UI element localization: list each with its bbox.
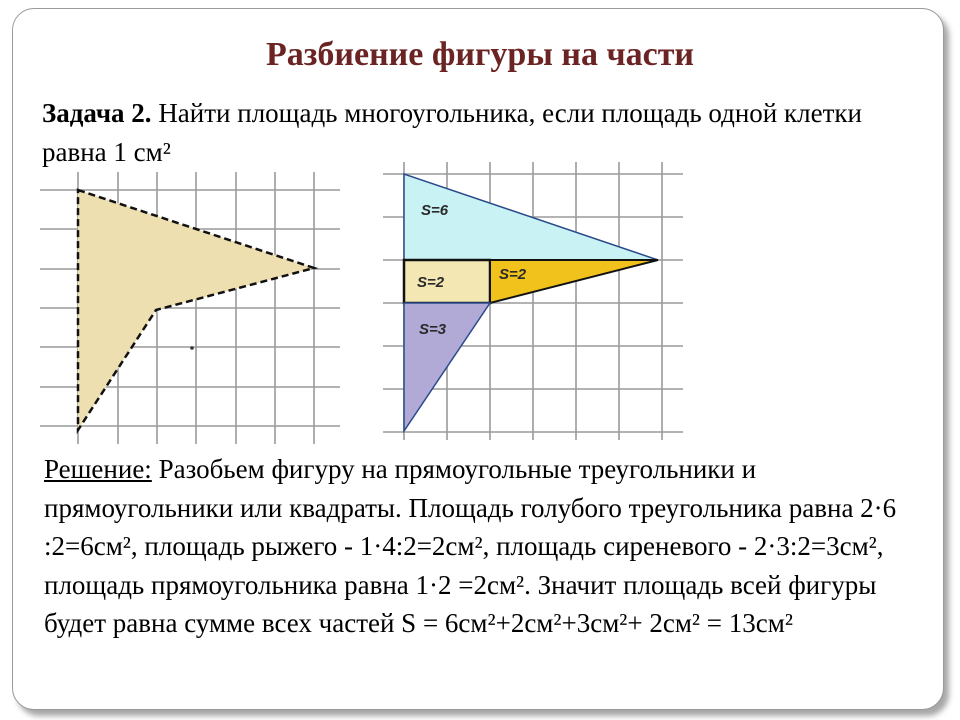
right-grid-figure xyxy=(383,162,688,442)
task-label: Задача 2. xyxy=(42,98,152,128)
solution-text xyxy=(44,450,924,643)
label-s2-rect: S=2 xyxy=(417,274,445,291)
left-grid-figure xyxy=(40,160,345,445)
solution-label: Решение: xyxy=(44,454,152,484)
slide-title: Разбиение фигуры на части xyxy=(265,36,695,73)
solution-body: Разобьем фигуру на прямоугольные треугольники и прямоугольники или квадраты. Площадь голубого треугольника равна 2·6 :2=6см², площадь рыжего - 1·4:2=2см², площадь сиреневого - 2·3:2=3см², площадь прямоугольника равна 1·2 =2см². Значит площадь всей фигуры будет равна сумме всех частей S = 6см²+2см²+3см²+ 2см² = 13см² xyxy=(44,454,897,638)
label-s6: S=6 xyxy=(421,202,449,219)
task-body: Найти площадь многоугольника, если площадь одной клетки равна 1 см² xyxy=(42,98,862,167)
grid-dot xyxy=(190,346,194,350)
label-s3: S=3 xyxy=(419,321,447,338)
label-s2-triangle: S=2 xyxy=(499,266,527,283)
